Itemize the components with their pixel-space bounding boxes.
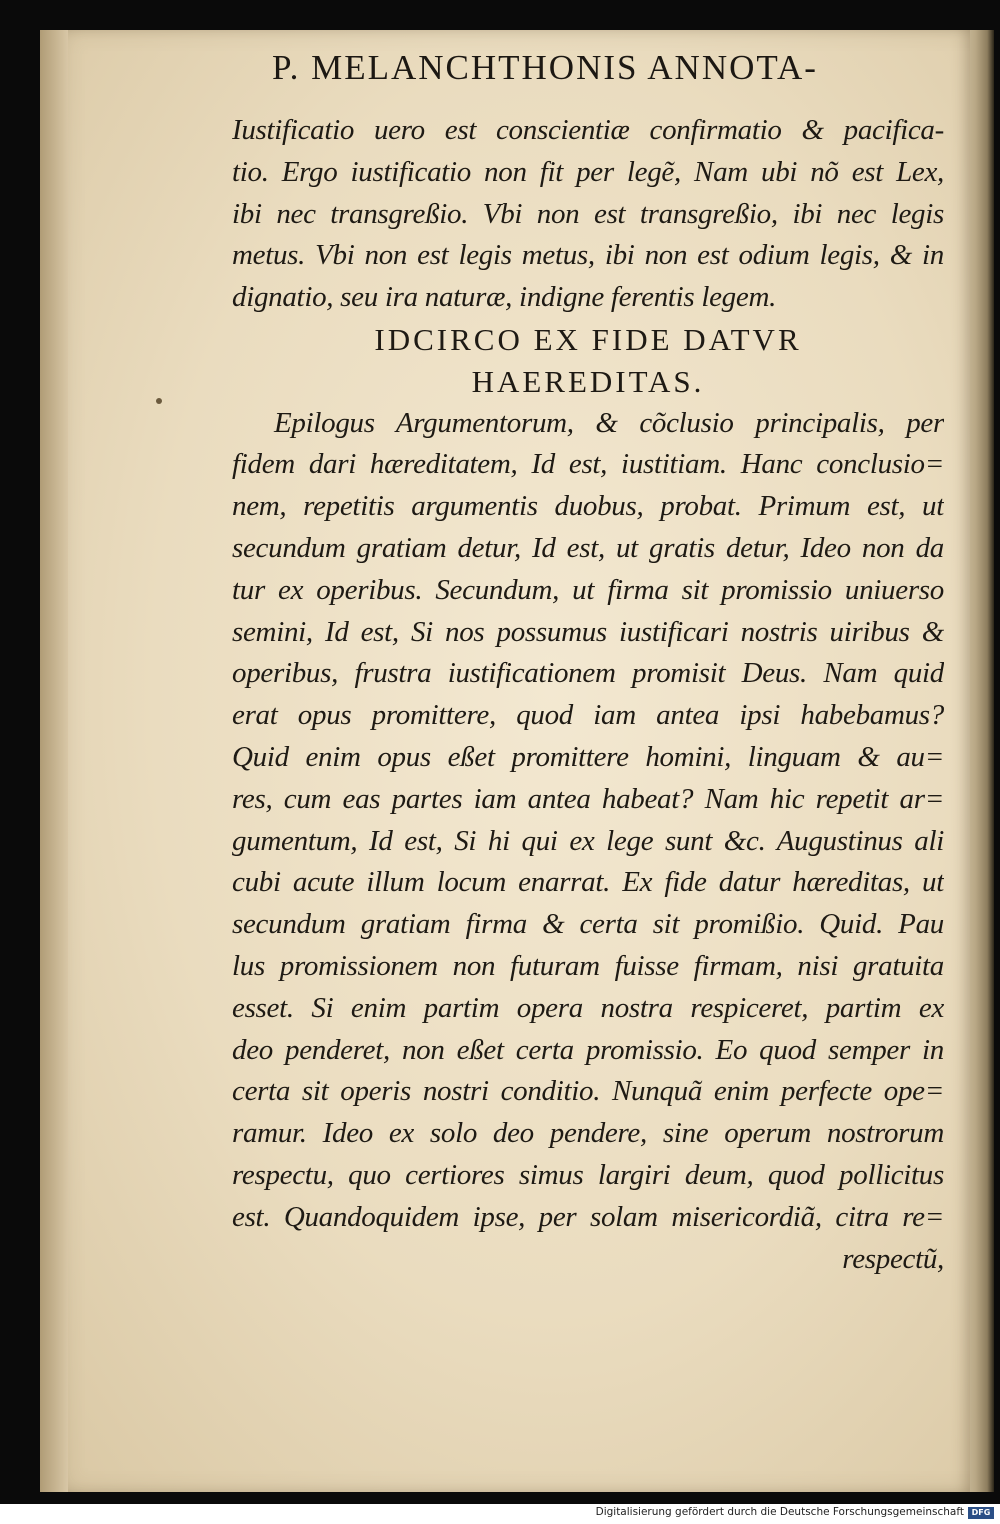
footer-credit: Digitalisierung gefördert durch die Deutsche Forschungsgemeinschaft <box>595 1506 964 1518</box>
text-line: semini, Id est, Si nos possumus iustificari nostris uiribus & <box>232 615 944 648</box>
text-line: Quid enim opus eßet promittere homini, linguam & au= <box>232 740 944 773</box>
text-line: ramur. Ideo ex solo deo pendere, sine operum nostrorum <box>232 1117 944 1150</box>
text-line: Iustificatio uero est conscientiæ confirmatio & pacifica- <box>232 114 944 146</box>
text-block <box>232 110 944 1280</box>
text-line: deo penderet, non eßet certa promissio. Eo quod semper in <box>232 1033 944 1066</box>
text-line: secundum gratiam detur, Id est, ut gratis detur, Ideo non da <box>232 531 944 564</box>
text-line: tio. Ergo iustificatio non fit per legẽ, Nam ubi nõ est Lex, <box>232 155 944 188</box>
text-line: tur ex operibus. Secundum, ut firma sit promissio uniuerso <box>232 573 944 606</box>
text-line: ibi nec transgreßio. Vbi non est transgreßio, ibi nec legis <box>232 197 944 230</box>
section-heading: IDCIRCO EX FIDE DATVR <box>374 321 802 357</box>
text-line: erat opus promittere, quod iam antea ipsi habebamus? <box>232 699 944 732</box>
running-head: P. MELANCHTHONIS ANNOTA- <box>272 48 818 87</box>
text-line: est. Quandoquidem ipse, per solam misericordiã, citra re= <box>232 1200 944 1233</box>
catchword: respectũ, <box>842 1242 944 1275</box>
ink-spot <box>156 398 162 404</box>
text-line: certa sit operis nostri conditio. Nunquã enim perfecte ope= <box>232 1075 944 1108</box>
text-line: Epilogus Argumentorum, & cõclusio principalis, per <box>274 406 944 439</box>
text-line: res, cum eas partes iam antea habeat? Nam hic repetit ar= <box>232 782 944 815</box>
text-line: respectu, quo certiores simus largiri deum, quod pollicitus <box>232 1158 944 1191</box>
section-heading: HAEREDITAS. <box>471 363 705 399</box>
text-line: gumentum, Id est, Si hi qui ex lege sunt &c. Augustinus ali <box>232 824 944 857</box>
text-line: secundum gratiam firma & certa sit promißio. Quid. Pau <box>232 908 944 941</box>
text-line: esset. Si enim partim opera nostra respiceret, partim ex <box>232 991 944 1024</box>
text-line: metus. Vbi non est legis metus, ibi non est odium legis, & in <box>232 239 944 272</box>
text-line: nem, repetitis argumentis duobus, probat. Primum est, ut <box>232 490 944 523</box>
text-line: dignatio, seu ira naturæ, indigne ferentis legem. <box>232 281 777 314</box>
text-line: fidem dari hæreditatem, Id est, iustitiam. Hanc conclusio= <box>232 448 944 481</box>
page-gutter <box>40 30 68 1492</box>
text-line: cubi acute illum locum enarrat. Ex fide datur hæreditas, ut <box>232 866 944 899</box>
text-line: operibus, frustra iustificationem promisit Deus. Nam quid <box>232 657 944 690</box>
text-line: lus promissionem non futuram fuisse firmam, nisi gratuita <box>232 949 944 982</box>
dfg-logo-icon: DFG <box>968 1507 994 1519</box>
